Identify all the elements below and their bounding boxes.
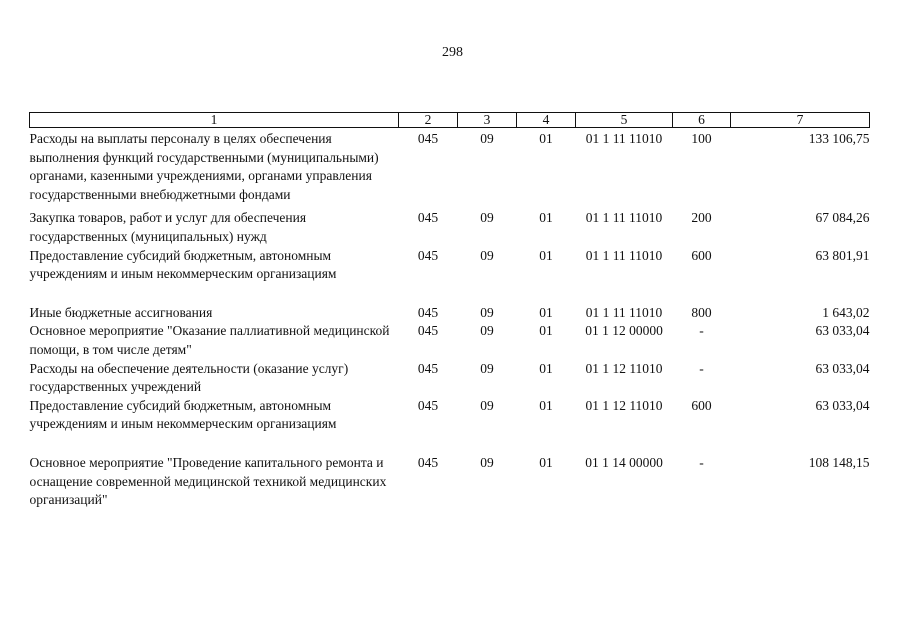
row-target-code: 01 1 12 00000 <box>585 323 663 339</box>
table-row <box>30 454 870 510</box>
row-section-code: 09 <box>480 210 494 226</box>
table-row <box>30 397 870 454</box>
row-expense-type: - <box>699 323 704 339</box>
column-header-1: 1 <box>30 113 399 128</box>
row-name: Иные бюджетные ассигнования <box>29 304 213 320</box>
row-subsection-code: 01 <box>539 397 553 413</box>
row-ministry-code: 045 <box>417 247 439 263</box>
table-row <box>30 209 870 246</box>
row-section-code: 09 <box>480 323 494 339</box>
row-ministry-code: 045 <box>417 304 439 320</box>
row-target-code: 01 1 12 11010 <box>585 397 663 413</box>
row-subsection-code: 01 <box>539 210 553 226</box>
row-name: Основное мероприятие "Проведение капитального ремонта и оснащение современной медицинской техникой медицинских организаций" <box>29 454 387 508</box>
row-ministry-code: 045 <box>417 323 439 339</box>
row-name: Закупка товаров, работ и услуг для обеспечения государственных (муниципальных) нужд <box>29 210 307 244</box>
row-subsection-code: 01 <box>539 360 553 376</box>
row-amount: 63 033,04 <box>815 360 870 376</box>
row-target-code: 01 1 11 11010 <box>585 210 663 226</box>
column-header-5: 5 <box>576 113 673 128</box>
table-row <box>30 304 870 323</box>
row-ministry-code: 045 <box>417 360 439 376</box>
row-amount: 63 033,04 <box>815 397 870 413</box>
row-section-code: 09 <box>480 131 494 146</box>
row-subsection-code: 01 <box>539 304 553 320</box>
table-row <box>30 128 870 210</box>
row-expense-type: 600 <box>691 397 712 413</box>
row-name: Расходы на обеспечение деятельности (оказание услуг) государственных учреждений <box>29 360 349 395</box>
column-header-4: 4 <box>517 113 576 128</box>
row-expense-type: - <box>699 360 704 376</box>
header-row <box>30 113 870 128</box>
table-row <box>30 360 870 397</box>
row-section-code: 09 <box>480 247 494 263</box>
row-ministry-code: 045 <box>417 454 439 470</box>
row-amount: 67 084,26 <box>815 210 870 226</box>
row-section-code: 09 <box>480 397 494 413</box>
row-ministry-code: 045 <box>417 131 439 146</box>
row-amount: 1 643,02 <box>822 304 870 320</box>
row-name: Расходы на выплаты персоналу в целях обеспечения выполнения функций государственными (муниципальными) органами, казенными учреждениями, органами управления государственными внебюджетными фондами <box>29 131 379 202</box>
row-subsection-code: 01 <box>539 454 553 470</box>
row-target-code: 01 1 11 11010 <box>585 304 663 320</box>
column-header-3: 3 <box>458 113 517 128</box>
row-target-code: 01 1 11 11010 <box>585 247 663 263</box>
row-ministry-code: 045 <box>417 210 439 226</box>
row-ministry-code: 045 <box>417 397 439 413</box>
row-target-code: 01 1 11 11010 <box>585 131 663 146</box>
row-name: Предоставление субсидий бюджетным, автономным учреждениям и иным некоммерческим организациям <box>29 397 337 432</box>
column-header-2: 2 <box>399 113 458 128</box>
row-amount: 133 106,75 <box>808 131 870 146</box>
row-expense-type: 200 <box>691 210 712 226</box>
row-section-code: 09 <box>480 360 494 376</box>
row-amount: 63 033,04 <box>815 323 870 339</box>
row-subsection-code: 01 <box>539 131 553 146</box>
row-expense-type: 600 <box>691 247 712 263</box>
page-number: 298 <box>442 45 463 60</box>
row-name: Основное мероприятие "Оказание паллиативной медицинской помощи, в том числе детям" <box>29 323 390 357</box>
budget-table <box>29 112 870 510</box>
row-name: Предоставление субсидий бюджетным, автономным учреждениям и иным некоммерческим организациям <box>29 247 337 282</box>
row-expense-type: - <box>699 454 704 470</box>
column-header-6: 6 <box>673 113 731 128</box>
row-subsection-code: 01 <box>539 247 553 263</box>
row-expense-type: 100 <box>691 131 712 146</box>
row-section-code: 09 <box>480 304 494 320</box>
row-section-code: 09 <box>480 454 494 470</box>
table-row <box>30 322 870 359</box>
row-amount: 63 801,91 <box>815 247 870 263</box>
row-target-code: 01 1 12 11010 <box>585 360 663 376</box>
table-row <box>30 247 870 304</box>
row-target-code: 01 1 14 00000 <box>585 454 663 470</box>
row-expense-type: 800 <box>691 304 712 320</box>
row-subsection-code: 01 <box>539 323 553 339</box>
column-header-7: 7 <box>731 113 870 128</box>
row-amount: 108 148,15 <box>808 454 870 470</box>
